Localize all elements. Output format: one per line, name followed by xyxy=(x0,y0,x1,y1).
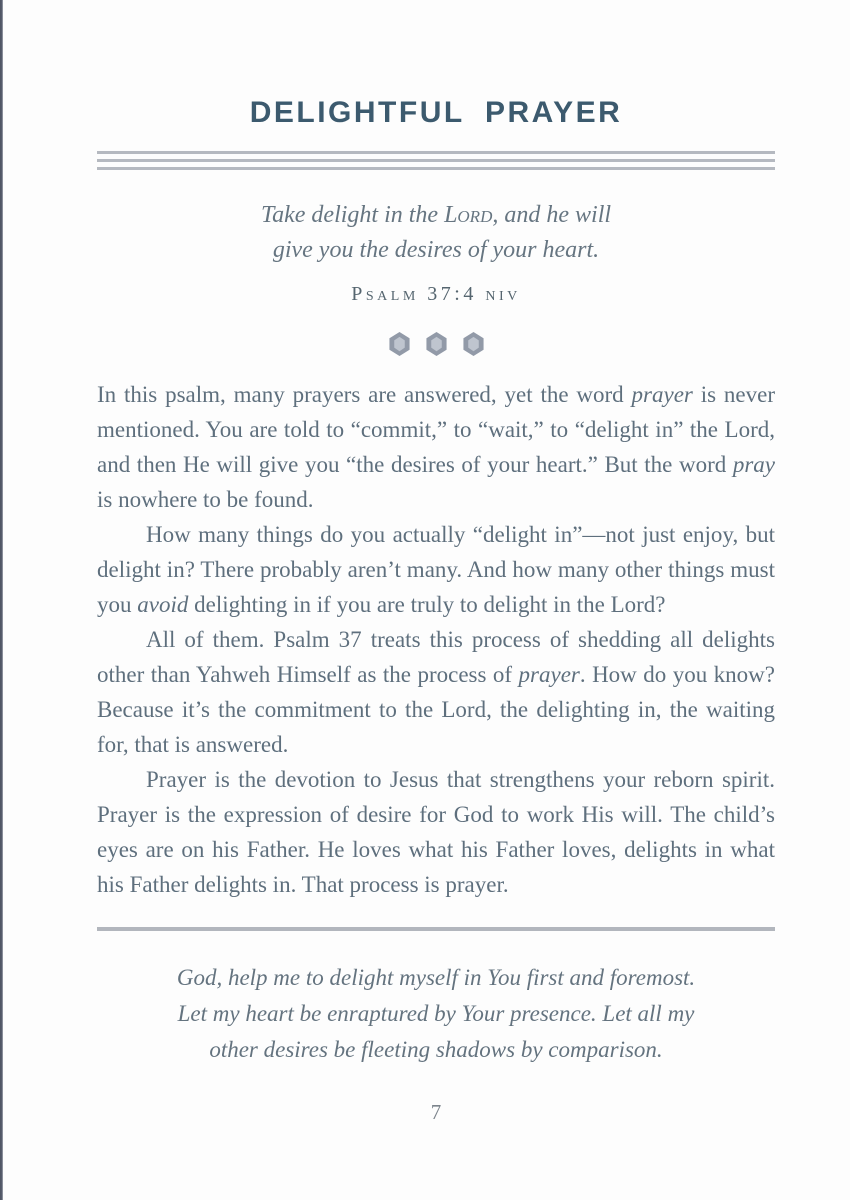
hexagon-icon xyxy=(425,331,448,357)
prayer-line: God, help me to delight myself in You first and foremost. xyxy=(176,965,696,990)
verse-text: Take delight in the xyxy=(260,202,445,228)
body-paragraph xyxy=(97,517,775,622)
prayer-line: Let my heart be enraptured by Your presence. Let all my xyxy=(177,1001,695,1026)
body-paragraph xyxy=(97,762,775,902)
body-paragraph xyxy=(97,377,775,517)
verse-line-2: give you the desires of your heart. xyxy=(272,237,600,263)
emphasized-text: pray xyxy=(732,452,775,477)
scripture-reference: Psalm 37:4 niv xyxy=(351,283,521,305)
paragraph-text: All of them. Psalm 37 treats this process of shedding all delights other than Yahweh Himself as the process of xyxy=(97,627,775,687)
rule-line xyxy=(97,167,775,170)
emphasized-text: prayer xyxy=(631,382,693,407)
verse-line-1 xyxy=(97,198,775,233)
paragraph-text: delighting in if you are truly to delight in the Lord? xyxy=(188,592,666,617)
hexagon-icon xyxy=(462,331,485,357)
prayer-line: other desires be fleeting shadows by comparison. xyxy=(209,1037,663,1062)
emphasized-text: avoid xyxy=(137,592,189,617)
paragraph-text: . How do you know? Because it’s the commitment to the Lord, the delighting in, the waiting for, that is answered. xyxy=(97,662,775,757)
hexagon-ornament xyxy=(97,331,775,357)
body-text xyxy=(97,377,775,902)
body-paragraph xyxy=(97,622,775,762)
page-number: 7 xyxy=(430,1100,442,1124)
paragraph-text: How many things do you actually “delight in”—not just enjoy, but delight in? There probably aren’t many. And how many other things must you xyxy=(97,522,775,617)
emphasized-text: prayer xyxy=(518,662,580,687)
page-edge xyxy=(0,0,3,1200)
section-divider xyxy=(97,927,775,931)
verse-text: , and he will xyxy=(492,202,612,228)
paragraph-text: is never mentioned. You are told to “commit,” to “wait,” to “delight in” the Lord, and then He will give you “the desires of your heart.” But the word xyxy=(97,382,775,477)
hexagon-icon xyxy=(388,331,411,357)
scripture-verse xyxy=(97,198,775,312)
page-content xyxy=(97,0,775,1125)
chapter-title: DELIGHTFUL PRAYER xyxy=(249,96,623,129)
paragraph-text: Prayer is the devotion to Jesus that strengthens your reborn spirit. Prayer is the expression of desire for God to work His will. The child’s eyes are on his Father. He loves what his Father loves, delights in what his Father delights in. That process is prayer. xyxy=(97,767,775,897)
lord-smallcaps: Lord xyxy=(444,202,493,228)
closing-prayer xyxy=(97,960,775,1068)
paragraph-text: In this psalm, many prayers are answered, yet the word xyxy=(97,382,632,407)
rule-line xyxy=(97,151,775,154)
paragraph-text: is nowhere to be found. xyxy=(97,487,314,512)
rule-line xyxy=(97,159,775,162)
triple-rule-divider xyxy=(97,151,775,170)
